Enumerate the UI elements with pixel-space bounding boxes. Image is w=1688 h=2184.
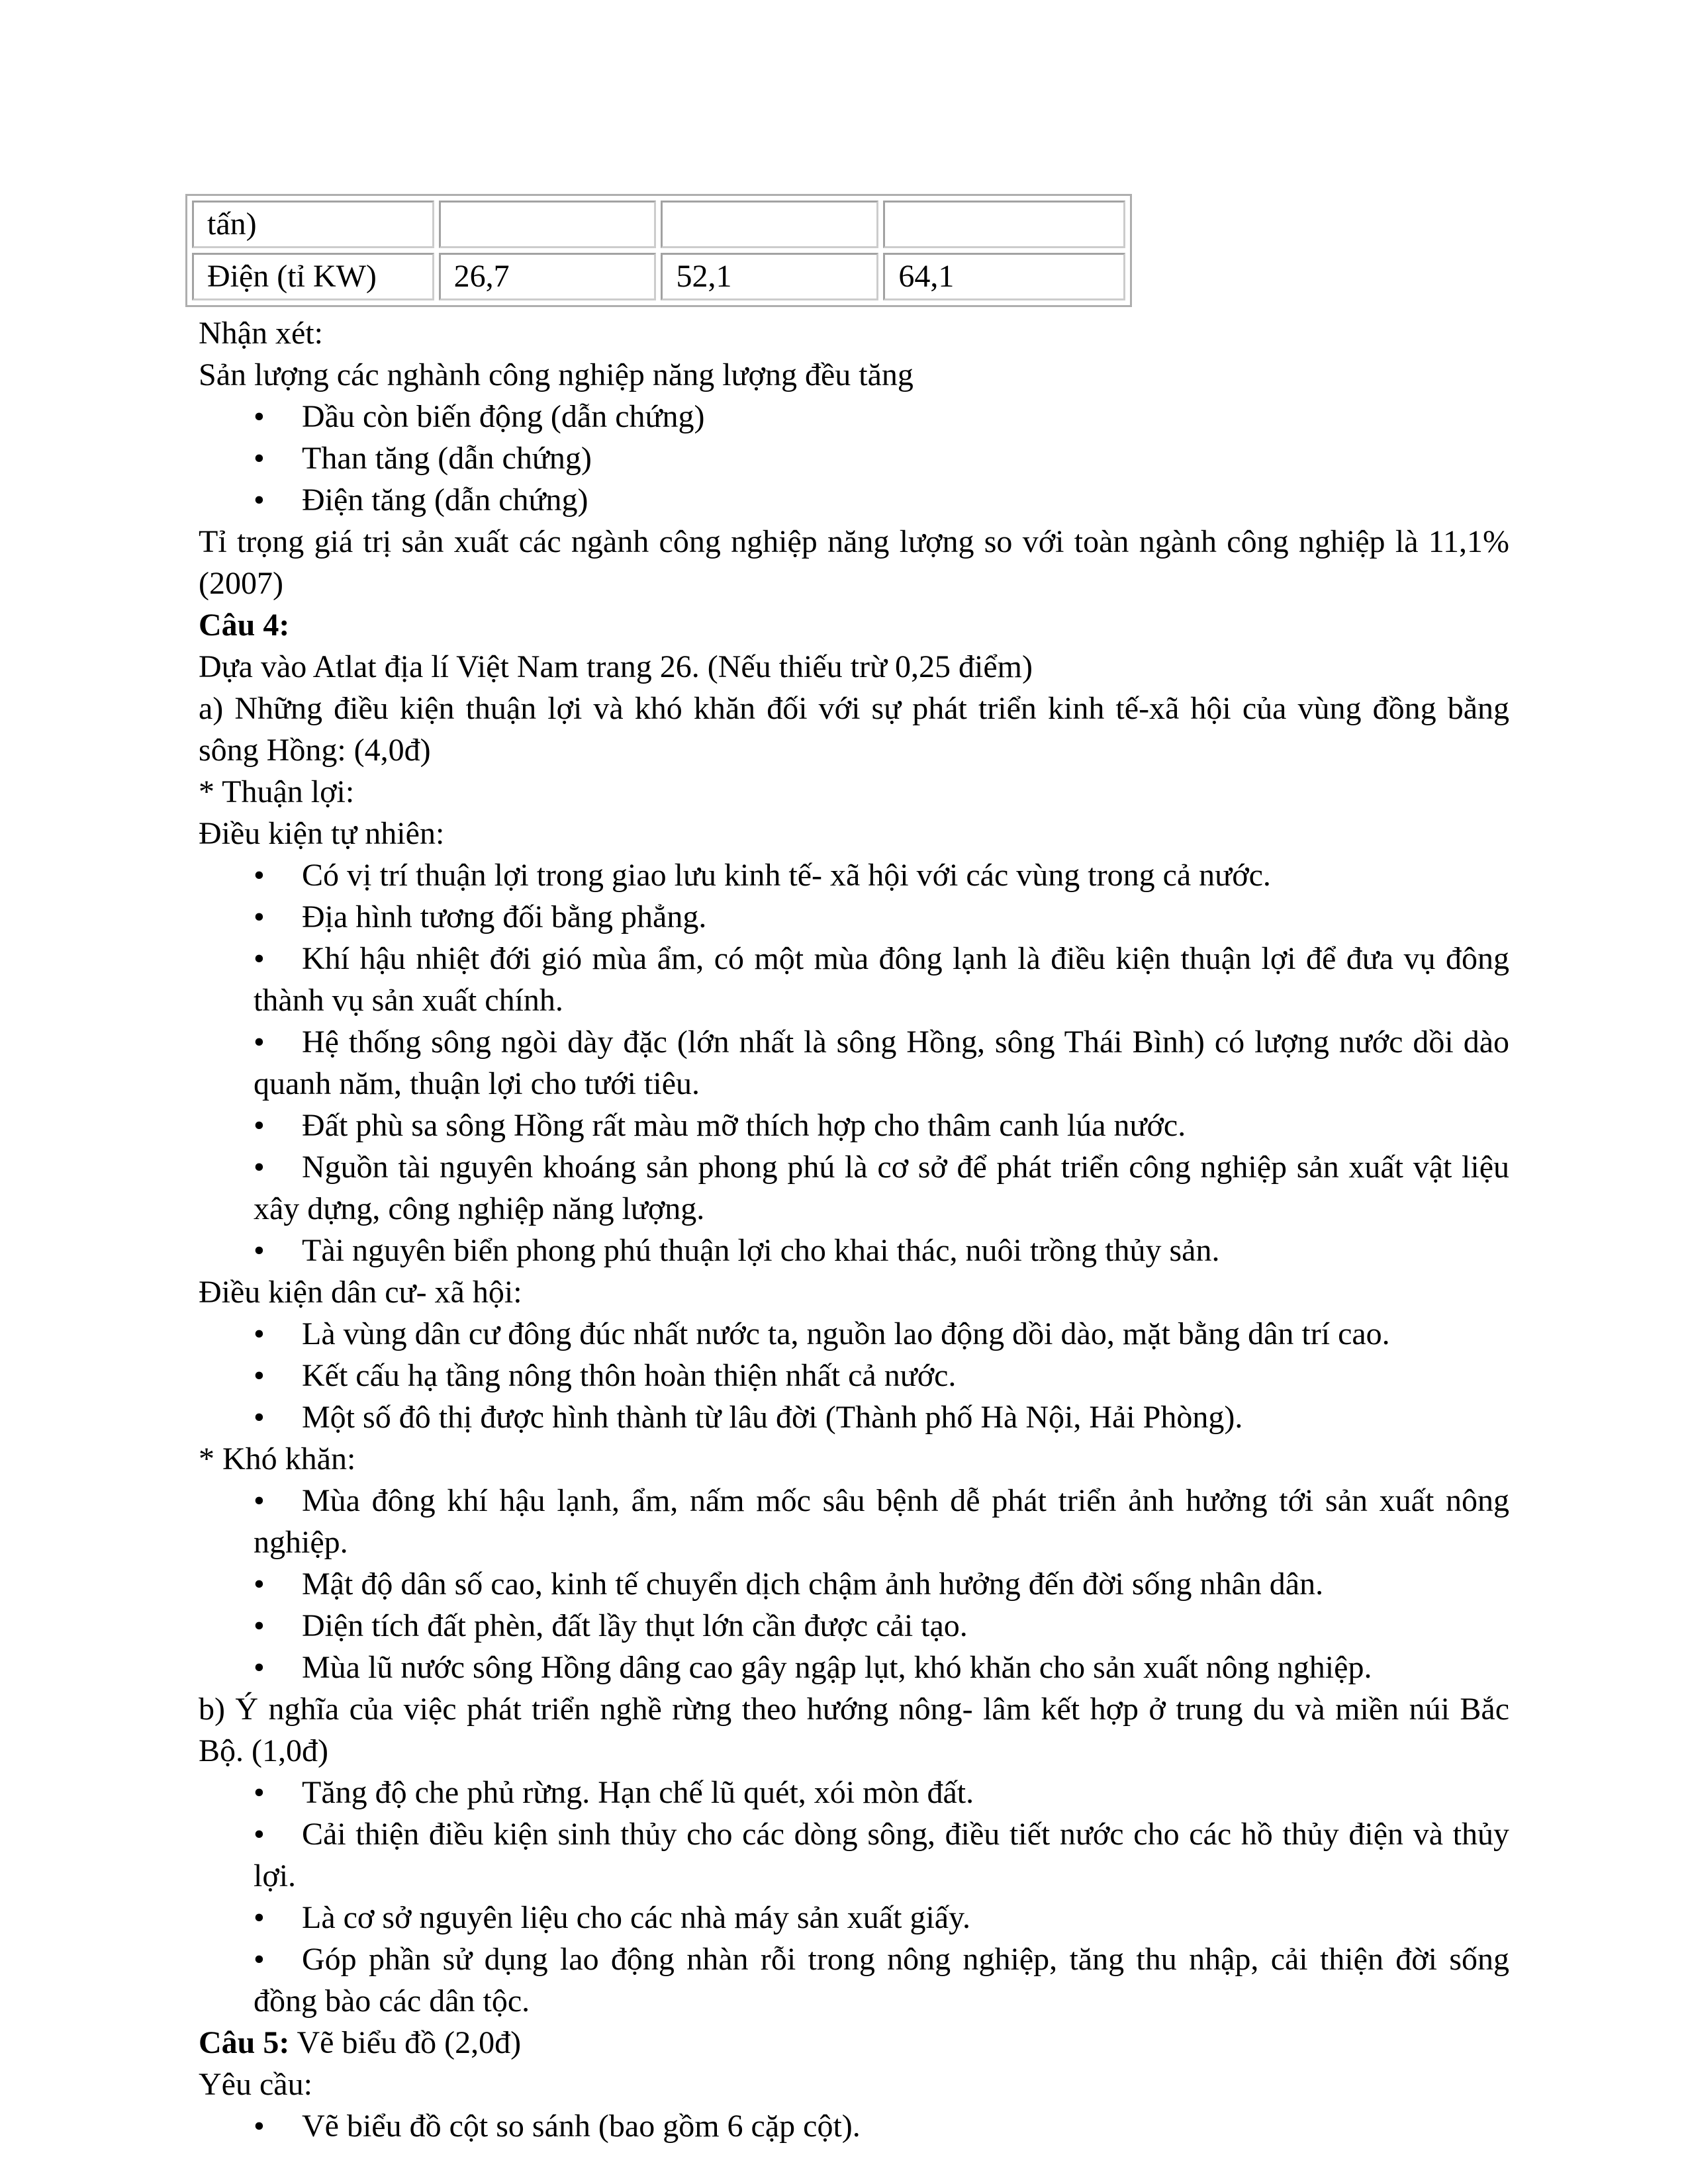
paragraph: Sản lượng các nghành công nghiệp năng lượng đều tăng (199, 357, 914, 392)
table-cell: Điện (tỉ KW) (192, 253, 434, 300)
section-heading-text: Vẽ biểu đồ (2,0đ) (289, 2025, 522, 2060)
bullet-icon: • (254, 1400, 265, 1435)
bullet-icon: • (254, 899, 265, 934)
table-cell: 52,1 (661, 253, 878, 300)
paragraph: b) Ý nghĩa của việc phát triển nghề rừng theo hướng nông- lâm kết hợp ở trung du và miền núi Bắc Bộ. (1,0đ) (199, 1692, 1509, 1768)
list-item (254, 1146, 1509, 1230)
section-heading-cau5 (199, 2022, 1509, 2064)
list-item-text: Tăng độ che phủ rừng. Hạn chế lũ quét, xói mòn đất. (302, 1775, 974, 1810)
list-item (254, 896, 1509, 938)
bullet-icon: • (254, 1567, 265, 1602)
table-cell: 64,1 (883, 253, 1125, 300)
list-item (254, 1480, 1509, 1563)
list-item-text: Mùa lũ nước sông Hồng dâng cao gây ngập lụt, khó khăn cho sản xuất nông nghiệp. (302, 1650, 1372, 1685)
list-item-text: Diện tích đất phèn, đất lầy thụt lớn cần được cải tạo. (302, 1608, 968, 1643)
list-item-text: Một số đô thị được hình thành từ lâu đời (Thành phố Hà Nội, Hải Phòng). (302, 1400, 1243, 1435)
list-item (254, 1647, 1509, 1688)
bullet-icon: • (254, 1608, 265, 1643)
paragraph: * Khó khăn: (199, 1441, 356, 1477)
paragraph: * Thuận lợi: (199, 774, 355, 809)
list-item-text: Là cơ sở nguyên liệu cho các nhà máy sản xuất giấy. (302, 1900, 970, 1935)
list-item (254, 1813, 1509, 1897)
paragraph: Điều kiện dân cư- xã hội: (199, 1275, 522, 1310)
bullet-icon: • (254, 2109, 265, 2144)
bullet-icon: • (254, 1817, 265, 1852)
list-item-text: Tài nguyên biển phong phú thuận lợi cho khai thác, nuôi trồng thủy sản. (302, 1233, 1220, 1268)
bullet-icon: • (254, 1024, 265, 1060)
list-item (254, 1021, 1509, 1105)
list-item (254, 1897, 1509, 1938)
bullet-icon: • (254, 1900, 265, 1935)
energy-production-table (185, 194, 1132, 307)
paragraph: Yêu cầu: (199, 2067, 312, 2102)
paragraph: a) Những điều kiện thuận lợi và khó khăn đối với sự phát triển kinh tế-xã hội của vùng đồng bằng sông Hồng: (4,0đ) (199, 691, 1509, 768)
list-item (254, 938, 1509, 1021)
paragraph: Điều kiện tự nhiên: (199, 816, 445, 851)
list-item (254, 1605, 1509, 1647)
table-cell (661, 201, 878, 248)
list-item-text: Dầu còn biến động (dẫn chứng) (302, 399, 705, 434)
list-item (254, 1230, 1509, 1271)
paragraph-nhan-xet: Nhận xét: (199, 316, 323, 351)
list-item-text: Vẽ biểu đồ cột so sánh (bao gồm 6 cặp cột). (302, 2109, 861, 2144)
section-heading-cau4: Câu 4: (199, 608, 290, 643)
bullet-icon: • (254, 1233, 265, 1268)
list-item-text: Mật độ dân số cao, kinh tế chuyển dịch chậm ảnh hưởng đến đời sống nhân dân. (302, 1567, 1324, 1602)
list-item-text: Góp phần sử dụng lao động nhàn rỗi trong nông nghiệp, tăng thu nhập, cải thiện đời sống đồng bào các dân tộc. (254, 1942, 1509, 2019)
list-item-text: Có vị trí thuận lợi trong giao lưu kinh tế- xã hội với các vùng trong cả nước. (302, 858, 1271, 893)
table-row (192, 201, 1125, 248)
list-item-text: Khí hậu nhiệt đới gió mùa ẩm, có một mùa đông lạnh là điều kiện thuận lợi để đưa vụ đông thành vụ sản xuất chính. (254, 941, 1509, 1018)
list-item-text: Là vùng dân cư đông đúc nhất nước ta, nguồn lao động dồi dào, mặt bằng dân trí cao. (302, 1316, 1390, 1351)
bullet-icon: • (254, 1150, 265, 1185)
bullet-icon: • (254, 1108, 265, 1143)
list-item-text: Điện tăng (dẫn chứng) (302, 482, 588, 518)
bullet-icon: • (254, 482, 265, 518)
list-item-text: Kết cấu hạ tầng nông thôn hoàn thiện nhất cả nước. (302, 1358, 957, 1393)
bullet-icon: • (254, 858, 265, 893)
bullet-icon: • (254, 941, 265, 976)
list-item (254, 1355, 1509, 1396)
list-item (254, 854, 1509, 896)
paragraph: Tỉ trọng giá trị sản xuất các ngành công nghiệp năng lượng so với toàn ngành công nghiệp là 11,1% (2007) (199, 524, 1509, 601)
list-item-text: Địa hình tương đối bằng phẳng. (302, 899, 707, 934)
bullet-icon: • (254, 1316, 265, 1351)
table-cell (883, 201, 1125, 248)
bullet-icon: • (254, 1775, 265, 1810)
bullet-icon: • (254, 1358, 265, 1393)
list-item (254, 479, 1509, 521)
bullet-icon: • (254, 1650, 265, 1685)
list-item-text: Nguồn tài nguyên khoáng sản phong phú là cơ sở để phát triển công nghiệp sản xuất vật liệu xây dựng, công nghiệp năng lượng. (254, 1150, 1509, 1226)
bullet-icon: • (254, 441, 265, 476)
bullet-icon: • (254, 399, 265, 434)
table-row (192, 253, 1125, 300)
list-item (254, 437, 1509, 479)
list-item (254, 1938, 1509, 2022)
bullet-icon: • (254, 1942, 265, 1977)
list-item-text: Cải thiện điều kiện sinh thủy cho các dòng sông, điều tiết nước cho các hồ thủy điện và thủy lợi. (254, 1817, 1509, 1893)
list-item (254, 1563, 1509, 1605)
list-item-text: Mùa đông khí hậu lạnh, ẩm, nấm mốc sâu bệnh dễ phát triển ảnh hưởng tới sản xuất nông nghiệp. (254, 1483, 1509, 1560)
list-item (254, 1772, 1509, 1813)
list-item (254, 1313, 1509, 1355)
list-item-text: Hệ thống sông ngòi dày đặc (lớn nhất là sông Hồng, sông Thái Bình) có lượng nước dồi dào quanh năm, thuận lợi cho tưới tiêu. (254, 1024, 1509, 1101)
list-item-text: Đất phù sa sông Hồng rất màu mỡ thích hợp cho thâm canh lúa nước. (302, 1108, 1186, 1143)
list-item (254, 1105, 1509, 1146)
list-item (254, 1396, 1509, 1438)
list-item (254, 2105, 1509, 2147)
table-cell: 26,7 (439, 253, 657, 300)
table-cell: tấn) (192, 201, 434, 248)
bullet-icon: • (254, 1483, 265, 1518)
table-cell (439, 201, 657, 248)
section-heading-label: Câu 5: (199, 2025, 290, 2060)
list-item-text: Than tăng (dẫn chứng) (302, 441, 592, 476)
paragraph: Dựa vào Atlat địa lí Việt Nam trang 26. (Nếu thiếu trừ 0,25 điểm) (199, 649, 1033, 684)
list-item (254, 396, 1509, 437)
